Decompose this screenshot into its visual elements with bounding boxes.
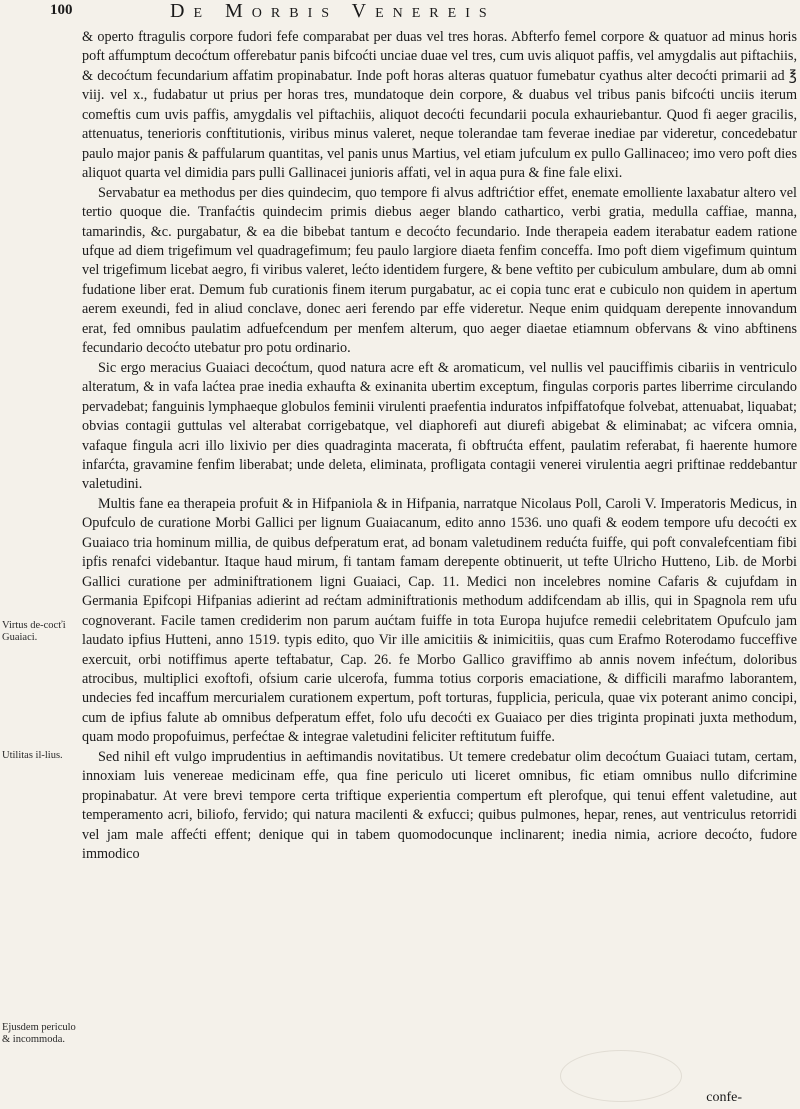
page-header [50,2,760,24]
paragraph-3: Sic ergo meracius Guaiaci decoćtum, quod natura acre eft & aromaticum, vel nullis vel pauciffimis cibariis in ventriculo alteratum, & in vafa laćtea prae inedia exhaufta & exinanita ubertim exceptum, fingulas corporis partes liberrime circulando pervadebat; fanguinis lymphaeque globulos feminii virulenti praefentia induratos infpiffatofque folvebat, attenuabat, liquabat; obvias contagii guttulas vel alterabat corrigebatque, vel diaphorefi aut diurefi abigebat & eliminabat; ac vifcera omnia, vafaque fingula acri illo lixivio per dies quadraginta macerata, fi obftrućta effent, paulatim referabat, fi haerente humore infarćta, gravamine fenfim liberabat; unde deleta, eliminata, profligata contagii venerei virulentia aegri priftinae reddebantur valetudini. [82,359,797,493]
margin-note-virtus: Virtus de-cocťi Guaiaci. [2,620,66,643]
margin-note-utilitas: Utilitas il-lius. [2,750,63,761]
page-number: 100 [50,2,73,18]
paragraph-2: Servabatur ea methodus per dies quindecim, quo tempore fi alvus adftrićtior effet, enemate emolliente laxabatur altero vel tertio quoque die. Tranfaćtis quindecim primis diebus aeger blando cathartico, verbi gratia, medulla caffiae, manna, tamarindis, &c. purgabatur, & ea die bibebat tantum e decoćto fecundario. Inde therapeia eadem iterabatur eadem ratione ufque ad diem trigefimum vel quadragefimum; feu paulo largiore diaeta fenfim conceffa. Imo poft diem vigefimum quintum vel trigefimum licebat aegro, fi viribus valeret, lećto identidem furgere, & bene veftito per cubiculum ambulare, dum ab omni fudatione liber erat. Demum fub curationis finem iterum purgabatur, ac ei copia tunc erat e cubiculo non quidem in apertum aerem exeundi, fed in aliud conclave, donec aeri ferendo par effe videretur. Neque enim quidquam derepente innovandum erat, fed omnibus paulatim adfuefcendum per menfem alterum, quo aeger diaetae etiamnum obfervans & vino abftinens fecundario decoćto utebatur pro potu ordinario. [82,184,797,357]
paragraph-1: & operto ftragulis corpore fudori fefe comparabat per duas vel tres horas. Abfterfo femel corpore & quatuor ad minus horis poft affumptum decoćtum offerebatur panis bifcoćti unciae duae vel tres, cum uvis aliquot paffis, vel amygdalis aut piftachiis, & decoćtum fecundarium affatim propinabatur. Inde poft horas alteras quatuor fumebatur cyathus alter decoćti primarii ad ℥ viij. vel x., fudabatur ut prius per horas tres, mundatoque dein corpore, & duabus vel tribus panis bifcoćti unciis iterum comeftis cum uvis paffis, amygdalis vel piftachiis, aliquot decoćti fecundarii pocula exhauriebantur. Quod fi aeger gracilis, attenuatus, tenerioris conftitutionis, viribus minus valeret, neque tolerandae tam feverae inediae par videretur, concedebatur paulo major panis & paffularum quantitas, vel panis unus Martius, vel etiam jufculum ex pullo Gallinaceo; imo vero poft dies aliquot quarta vel dimidia pars pulli Gallinacei junioris affati, vel in aqua pura & fine fale elixi. [82,29,797,182]
margin-note-periculum: Ejusdem periculo & incommoda. [2,1022,76,1045]
paragraph-5: Sed nihil eft vulgo imprudentius in aeftimandis novitatibus. Ut temere credebatur olim decoćtum Guaiaci tutam, certam, innoxiam luis venereae medicinam effe, qua fine periculo uti liceret omnibus, fic etiam omnibus nullo difcrimine propinabatur. At vere brevi tempore certa triftique experientia compertum eft plerofque, qui tenui effent valetudine, aut temperamento acri, biliofo, fervido; qui natura macilenti & exfucci; quibus pulmones, hepar, renes, aut ventriculus retorridi vel jam male affećti effent; denique qui in tabem quomodocunque inclinarent; inedia nimia, acriore decoćto, fudore immodico [82,748,797,863]
paper-stain [560,1050,682,1102]
paragraph-4: Multis fane ea therapeia profuit & in Hifpaniola & in Hifpania, narratque Nicolaus Poll, Caroli V. Imperatoris Medicus, in Opufculo de curatione Morbi Gallici per lignum Guaiacanum, edito anno 1536. uno quafi & eodem tempore ufu decoćti ex Guaiaco tria hominum millia, de quibus defperatum erat, ad bonam valetudinem redućta fuiffe, qui poft convalefcentiam fibi ipfis renafci videbantur. Itaque haud mirum, fi tantam famam derepente obtinuerit, ut tefte Ulricho Hutteno, Lib. de Morbi Gallici curatione per adminiftrationem ligni Guaiaci, Cap. 11. Medici non incelebres nomine Cafaris & cujufdam in Germania Epifcopi Hifpanias adierint ad rećtam adminiftrationis methodum addifcendam ab illis, qui in Spagnola rem ufu cognoverant. Facile tamen crediderim non parum aućtam fuiffe in tota Europa hujufce remedii celebritatem Opufculo jam laudato ipfius Hutteni, anno 1519. typis edito, quo Vir ille amicitiis & inimicitiis, quas cum Erafmo Roterodamo fucceffive exercuit, orbi notiffimus aperte teftabatur, Cap. 26. fe Morbo Gallico graviffimo ab annis novem infećtum, doloribus atrocibus, multiplici exoftofi, ofsium carie ulcerofa, fumma totius corporis emaciatione, & difficili marafmo laborantem, undecies fed incaffum mercurialem curationem expertum, poft torturas, fupplicia, pericula, quae vix poterant animo concipi, cum de ipfius falute ab omnibus defperatum effet, folo ufu decoćti ex Guaiaco per dies triginta propinati juxta methodum, quam modo propofuimus, perfećtae & integrae valetudini feliciter reftitutum fuiffe. [82,495,797,746]
running-head: De Morbis Venereis [170,0,496,22]
main-text [82,28,797,864]
catchword: confe- [706,1090,742,1105]
